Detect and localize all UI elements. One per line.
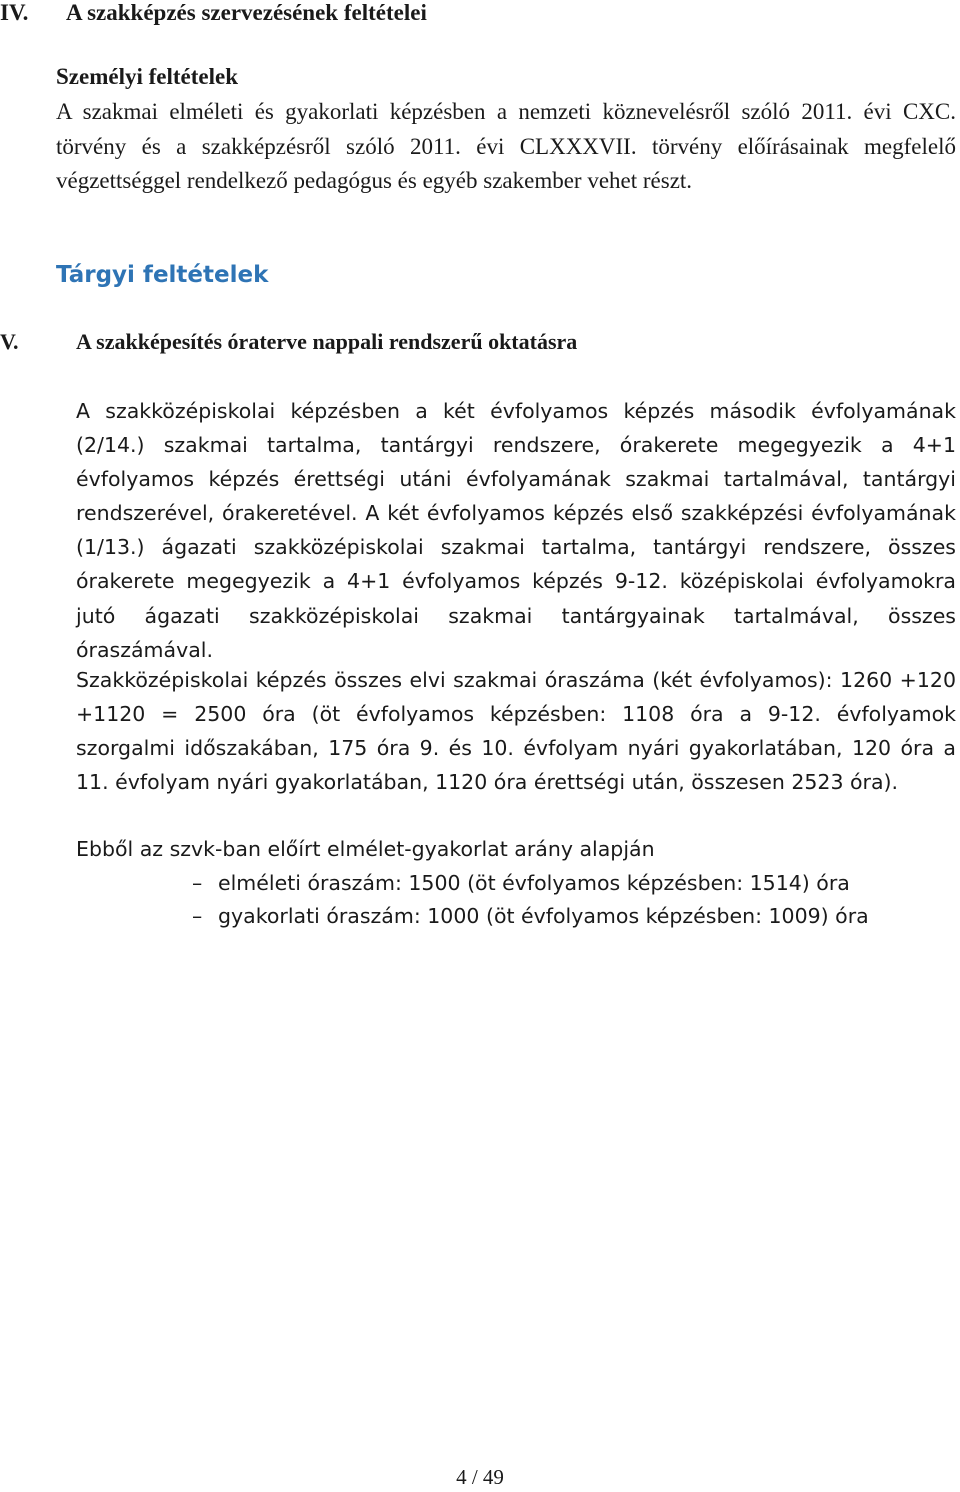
dash-bullet-icon: – — [192, 904, 203, 928]
ratio-summary-intro: Ebből az szvk-ban előírt elmélet-gyakorlat arány alapján — [76, 837, 655, 861]
list-item-text: elméleti óraszám: 1500 (öt évfolyamos képzésben: 1514) óra — [218, 871, 850, 895]
section-5-title: A szakképesítés óraterve nappali rendszerű oktatásra — [76, 329, 578, 354]
section-4-title: A szakképzés szervezésének feltételei — [66, 0, 427, 25]
section-5-number: V. — [0, 329, 19, 354]
section-5-heading — [0, 328, 577, 356]
curriculum-paragraph-2: Szakközépiskolai képzés összes elvi szakmai óraszáma (két évfolyamos): 1260 +120 +1120 = 2500 óra (öt évfolyamos képzésben: 1108 óra a 9-12. évfolyamok szorgalmi időszakában, 175 óra 9. és 10. évfolyam nyári gyakorlatában, 120 óra a 11. évfolyam nyári gyakorlatában, 1120 óra érettségi után, összesen 2523 óra). — [76, 668, 956, 795]
list-item-text: gyakorlati óraszám: 1000 (öt évfolyamos képzésben: 1009) óra — [218, 904, 869, 928]
page-number: 4 / 49 — [456, 1465, 504, 1489]
personal-conditions-title: Személyi feltételek — [56, 64, 238, 89]
list-item — [192, 868, 850, 898]
material-conditions-title: Tárgyi feltételek — [56, 262, 269, 288]
section-4-number: IV. — [0, 0, 29, 25]
personal-conditions-text: A szakmai elméleti és gyakorlati képzésben a nemzeti köznevelésről szóló 2011. évi CXC. törvény és a szakképzésről szóló 2011. évi CLXXXVII. törvény előírásainak megfelelő végzettséggel rendelkező pedagógus és egyéb szakember vehet részt. — [56, 99, 956, 193]
section-4-heading — [0, 0, 427, 26]
curriculum-paragraph-1: A szakközépiskolai képzésben a két évfolyamos képzés második évfolyamának (2/14.) szakmai tartalma, tantárgyi rendszere, órakerete megegyezik a 4+1 évfolyamos képzés érettségi utáni évfolyamának szakmai tartalmával, tantárgyi rendszerével, órakeretével. A két évfolyamos képzés első szakképzési évfolyamának (1/13.) ágazati szakközépiskolai szakmai tartalma, tantárgyi rendszere, összes órakerete megegyezik a 4+1 évfolyamos képzés 9-12. középiskolai évfolyamokra jutó ágazati szakközépiskolai szakmai tantárgyainak tartalmával, összes óraszámával. — [76, 399, 956, 662]
dash-bullet-icon: – — [192, 871, 203, 895]
list-item — [192, 901, 869, 931]
